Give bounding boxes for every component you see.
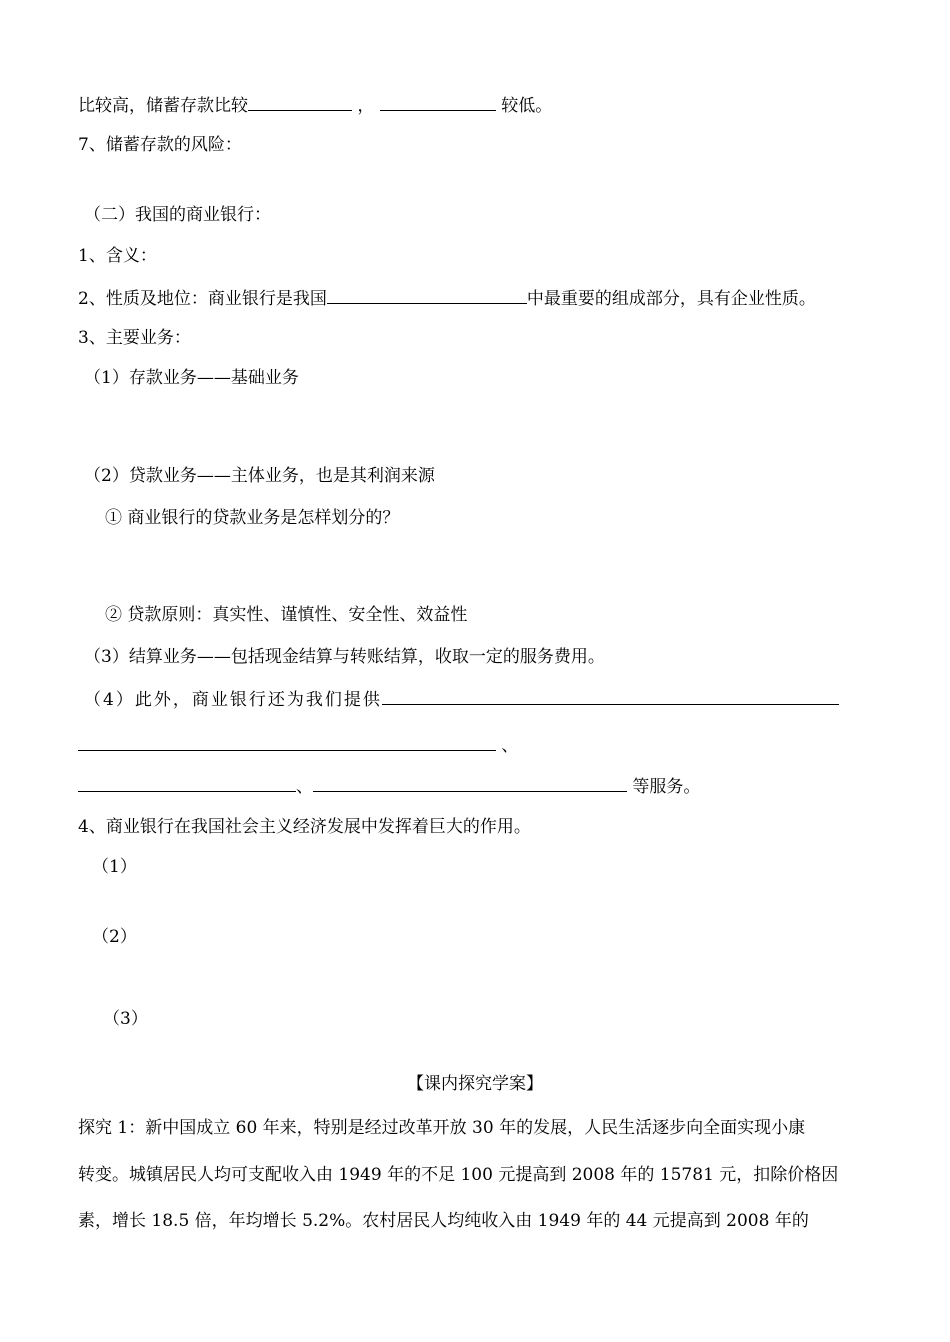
item-nature-status: 2、性质及地位：商业银行是我国 中最重要的组成部分，具有企业性质。 bbox=[78, 285, 816, 311]
item-role: 4、商业银行在我国社会主义经济发展中发挥着巨大的作用。 bbox=[78, 817, 531, 837]
business-deposit: （1）存款业务——基础业务 bbox=[84, 368, 299, 388]
fill-blank-4[interactable] bbox=[382, 686, 839, 705]
business-other-cont-2: 、 等服务。 bbox=[78, 773, 700, 799]
business-loan: （2）贷款业务——主体业务，也是其利润来源 bbox=[84, 466, 435, 486]
item-savings-risk: 7、储蓄存款的风险： bbox=[78, 135, 242, 155]
item-main-business: 3、主要业务： bbox=[78, 328, 191, 348]
loan-question: ① 商业银行的贷款业务是怎样划分的？ bbox=[105, 508, 400, 528]
role-point-3: （3） bbox=[103, 1009, 148, 1029]
section-commercial-banks: （二）我国的商业银行： bbox=[84, 205, 271, 225]
role-point-1: （1） bbox=[92, 857, 137, 877]
role-point-2: （2） bbox=[92, 927, 137, 947]
fill-blank-3[interactable] bbox=[327, 285, 527, 304]
paragraph-line-1: 探究 1：新中国成立 60 年来，特别是经过改革开放 30 年的发展，人民生活逐步向全面实现小康 bbox=[78, 1118, 806, 1138]
paragraph-line-3: 素，增长 18.5 倍，年均增长 5.2%。农村居民人均纯收入由 1949 年的 44 元提高到 2008 年的 bbox=[78, 1211, 809, 1231]
section-heading: 【课内探究学案】 bbox=[407, 1074, 543, 1094]
business-other-cont-1: 、 bbox=[78, 732, 518, 758]
fill-blank-6[interactable] bbox=[78, 773, 296, 792]
business-other: （4）此外，商业银行还为我们提供 bbox=[84, 686, 839, 712]
fill-blank-2[interactable] bbox=[380, 92, 496, 111]
paragraph-line-2: 转变。城镇居民人均可支配收入由 1949 年的不足 100 元提高到 2008 年的 15781 元，扣除价格因 bbox=[78, 1165, 839, 1185]
item-meaning: 1、含义： bbox=[78, 246, 157, 266]
fill-blank-5[interactable] bbox=[78, 732, 496, 751]
loan-principles: ② 贷款原则：真实性、谨慎性、安全性、效益性 bbox=[105, 605, 468, 625]
business-settlement: （3）结算业务——包括现金结算与转账结算，收取一定的服务费用。 bbox=[84, 647, 605, 667]
fill-blank-7[interactable] bbox=[313, 773, 627, 792]
text-line-savings-compare: 比较高，储蓄存款比较 ， 较低。 bbox=[78, 92, 552, 118]
fill-blank-1[interactable] bbox=[248, 92, 352, 111]
